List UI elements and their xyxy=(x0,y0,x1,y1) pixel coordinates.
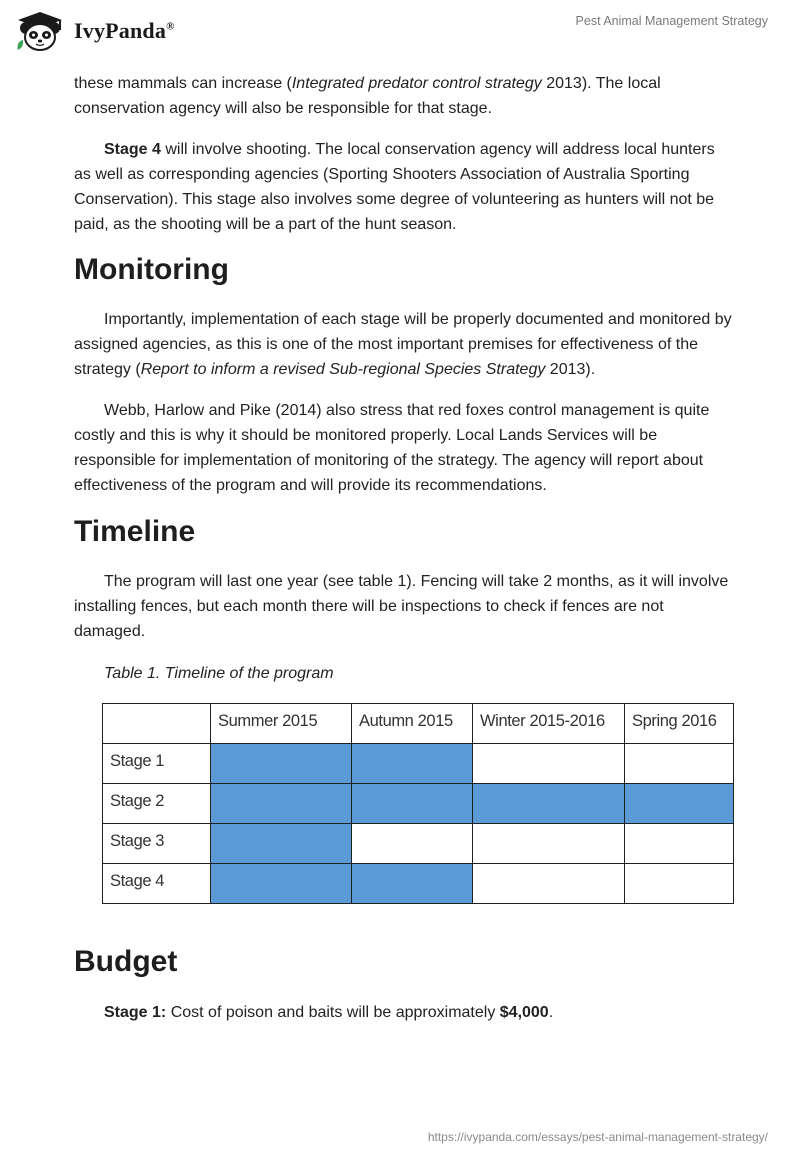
brand-name: IvyPanda® xyxy=(74,18,175,43)
table-row xyxy=(103,744,734,784)
table-cell xyxy=(211,824,352,864)
table-row-label: Stage 3 xyxy=(103,824,211,864)
table-header-row xyxy=(103,704,734,744)
table-row-label: Stage 1 xyxy=(103,744,211,784)
paragraph-timeline: The program will last one year (see table 1). Fencing will take 2 months, as it will involve installing fences, but each month there will be inspections to check if fences are not damaged. xyxy=(74,573,729,640)
table-cell xyxy=(352,864,473,904)
table-cell xyxy=(211,784,352,824)
page-header xyxy=(0,0,800,60)
paragraph-stage4: Stage 4 will involve shooting. The local conservation agency will address local hunters as well as corresponding agencies (Sporting Shooters Association of Australia Sporting Conservation). This stage also involves some degree of volunteering as hunters will not be paid, as the shooting will be a part of the hunt season. xyxy=(74,141,715,233)
table-row xyxy=(103,864,734,904)
table-cell xyxy=(473,824,625,864)
heading-timeline: Timeline xyxy=(74,515,196,548)
paragraph-monitoring-2: Webb, Harlow and Pike (2014) also stress that red foxes control management is quite costly and this is why it should be monitored properly. Local Lands Services will be responsible for implementation of monitoring of the strategy. The agency will report about effectiveness of the program and will provide its recommendations. xyxy=(74,402,710,494)
heading-budget: Budget xyxy=(74,945,178,978)
table-cell xyxy=(211,744,352,784)
table-row xyxy=(103,824,734,864)
document-title: Pest Animal Management Strategy xyxy=(575,14,768,28)
table-cell xyxy=(625,784,734,824)
paragraph-budget-stage1: Stage 1: Cost of poison and baits will be approximately $4,000. xyxy=(104,1004,554,1021)
table-header-cell: Winter 2015-2016 xyxy=(473,704,625,744)
table-header-cell: Spring 2016 xyxy=(625,704,734,744)
heading-monitoring: Monitoring xyxy=(74,253,229,286)
footer-url[interactable]: https://ivypanda.com/essays/pest-animal-management-strategy/ xyxy=(427,1130,768,1144)
table-corner-cell xyxy=(103,704,211,744)
table-cell xyxy=(352,824,473,864)
essay-content xyxy=(74,71,734,1025)
table-cell xyxy=(625,864,734,904)
table-cell xyxy=(625,824,734,864)
paragraph-stage3-end: these mammals can increase (Integrated predator control strategy 2013). The local conservation agency will also be responsible for that stage. xyxy=(74,75,661,117)
table-header-cell: Summer 2015 xyxy=(211,704,352,744)
table-header-cell: Autumn 2015 xyxy=(352,704,473,744)
table-row-label: Stage 4 xyxy=(103,864,211,904)
table-cell xyxy=(352,784,473,824)
timeline-table xyxy=(102,703,734,904)
table-cell xyxy=(473,864,625,904)
table-cell xyxy=(211,864,352,904)
table-cell xyxy=(473,744,625,784)
table-cell xyxy=(352,744,473,784)
paragraph-monitoring-1: Importantly, implementation of each stage will be properly documented and monitored by assigned agencies, as this is one of the most important premises for effectiveness of the strategy (Report to inform a revised Sub-regional Species Strategy 2013). xyxy=(74,311,732,378)
table-caption: Table 1. Timeline of the program xyxy=(104,665,334,682)
table-cell xyxy=(625,744,734,784)
brand-logo[interactable] xyxy=(14,10,175,52)
table-row xyxy=(103,784,734,824)
panda-graduate-icon xyxy=(14,10,66,52)
table-row-label: Stage 2 xyxy=(103,784,211,824)
table-cell xyxy=(473,784,625,824)
